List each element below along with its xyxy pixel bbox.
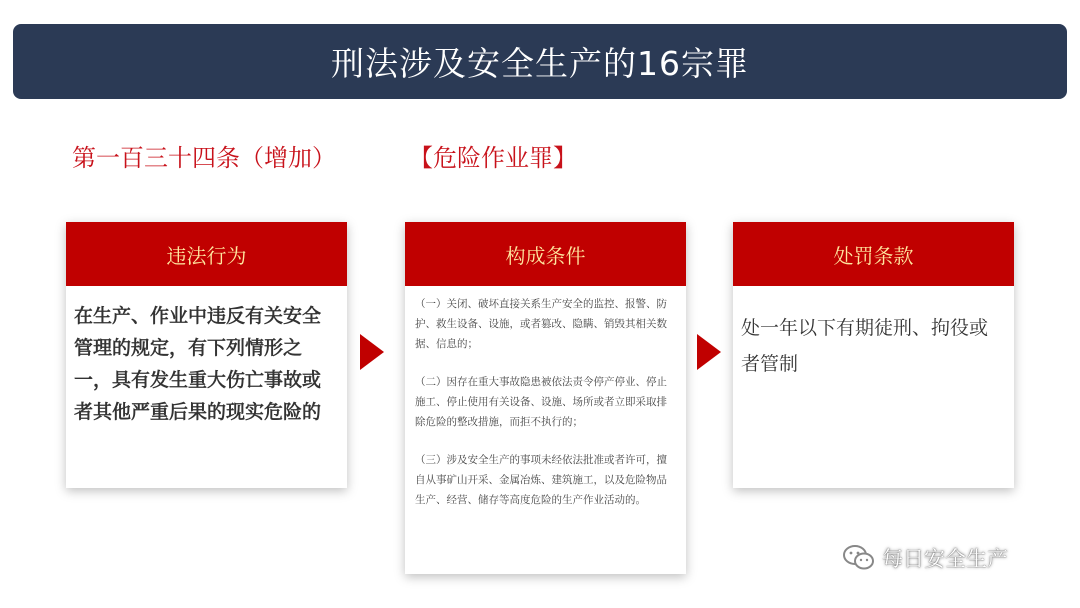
card-header-penalty: 处罚条款 (733, 222, 1014, 286)
card-body-conditions (405, 286, 686, 510)
card-illegal-act (66, 222, 347, 488)
condition-item: （三）涉及安全生产的事项未经依法批准或者许可，擅自从事矿山开采、金属冶炼、建筑施工，以及危险物品生产、经营、储存等高度危险的生产作业活动的。 (415, 454, 667, 506)
watermark-text: 每日安全生产 (882, 547, 1008, 571)
arrow-right-icon (697, 334, 721, 370)
watermark (842, 543, 1008, 573)
card-body-illegal-act: 在生产、作业中违反有关安全管理的规定，有下列情形之一，具有发生重大伤亡事故或者其他严重后果的现实危险的 (74, 305, 322, 423)
card-header-conditions: 构成条件 (405, 222, 686, 286)
card-header-illegal-act: 违法行为 (66, 222, 347, 286)
arrow-right-icon (360, 334, 384, 370)
condition-item: （二）因存在重大事故隐患被依法责令停产停业、停止施工、停止使用有关设备、设施、场所或者立即采取排除危险的整改措施，而拒不执行的； (415, 376, 667, 428)
card-conditions (405, 222, 686, 574)
article-line (72, 138, 577, 173)
crime-name: 【危险作业罪】 (409, 144, 577, 172)
card-body-penalty: 处一年以下有期徒刑、拘役或者管制 (741, 317, 989, 375)
wechat-icon (842, 544, 876, 572)
article-number: 第一百三十四条（增加） (72, 144, 336, 172)
card-penalty (733, 222, 1014, 488)
condition-item: （一）关闭、破坏直接关系生产安全的监控、报警、防护、救生设备、设施，或者篡改、隐瞒、销毁其相关数据、信息的； (415, 298, 667, 350)
page-title: 刑法涉及安全生产的16宗罪 (13, 24, 1067, 99)
